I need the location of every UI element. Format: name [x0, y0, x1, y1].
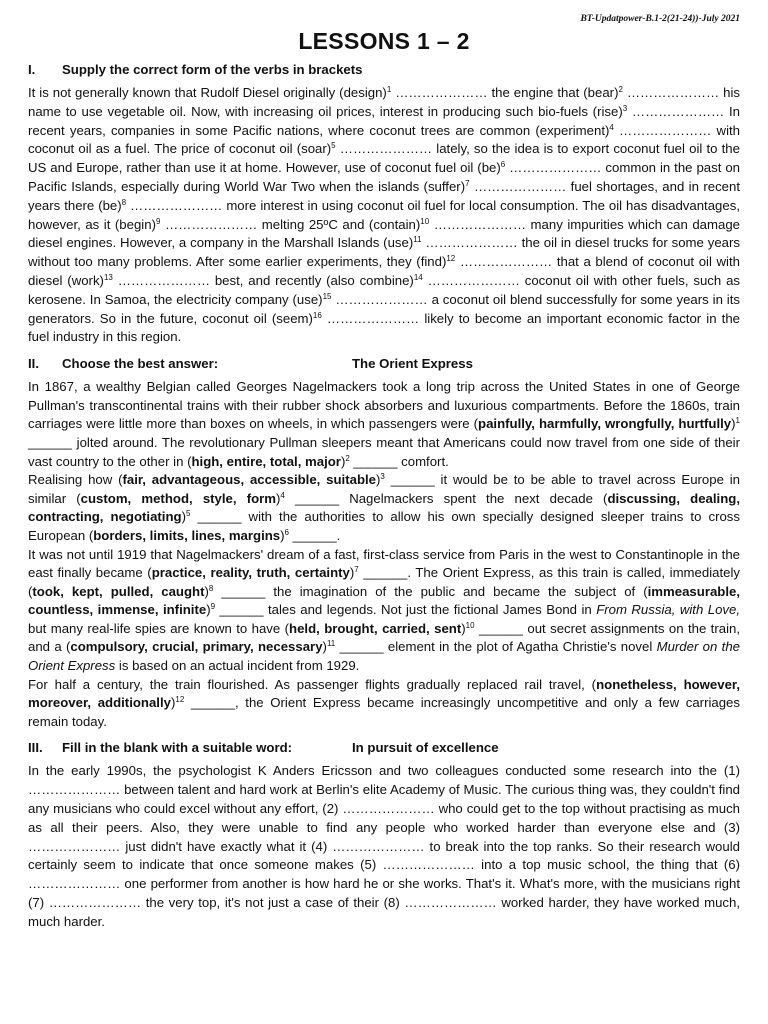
section-3-number: III. — [28, 740, 43, 756]
document-code: BT-Updatpower-B.1-2(21-24))-July 2021 — [580, 14, 740, 24]
section-1-number: I. — [28, 62, 36, 77]
section-2-paragraph-1: In 1867, a wealthy Belgian called Georges Nagelmackers took a long trip across the United States in one of George Pullman's transcontinental trains with their rubber shock absorbers and luxurious compartments. Before the 1860s, train carriages were little more than boxes on wheels, in which passengers were (painfully, harmfully, wrongfully, hurtfully)$^1$ ______ jolted around. The revolutionary Pullman sleepers meant that Americans could now travel from one side of their vast country to the other in (high, entire, total, major)$^2$ ______ comfort. — [28, 379, 740, 469]
section-1-instruction: Supply the correct form of the verbs in brackets — [62, 62, 363, 77]
section-1-heading — [28, 61, 740, 78]
section-2-heading — [28, 355, 740, 372]
section-3-text: In the early 1990s, the psychologist K Anders Ericsson and two colleagues conducted some research into the (1) ………………… between talent and hard work at Berlin's elite Academy of Music. The curious thing was, they couldn't find any musicians who could excel without any effort, (2) ………………… who could get to the top without practising as much as all their peers. Also, they were unable to find any people who worked harder than everyone else and (3) ………………… just didn't have exactly what it (4) ………………… to break into the top ranks. So their research would certainly seem to indicate that once someone makes (5) ………………… into a top music school, the thing that (6) ………………… one performer from another is how hard he or she works. That's it. What's more, with the musicians right (7) ………………… the very top, it's not just a case of their (8) ………………… worked harder, they have worked much, much harder. — [28, 763, 740, 929]
section-2-title: The Orient Express — [352, 356, 473, 372]
section-2-paragraph-3: It was not until 1919 that Nagelmackers' dream of a fast, first-class service from Paris in the west to Constantinople in the east finally became (practice, reality, truth, certainty)$^7$ ______. The Orient Express, as this train is called, immediately (took, kept, pulled, caught)$^8$ ______ the imagination of the public and became the subject of (immeasurable, countless, immense, infinite)$^9$ ______ tales and legends. Not just the fictional James Bond in From Russia, with Love, but many real-life spies are known to have (held, brought, carried, sent)$^{10}$ ______ out secret assignments on the train, and a (compulsory, crucial, primary, necessary)$^{11}$ ______ element in the plot of Agatha Christie's novel Murder on the Orient Express is based on an actual incident from 1929. — [28, 546, 740, 674]
section-3-instruction: Fill in the blank with a suitable word: — [62, 740, 293, 756]
section-1-text: It is not generally known that Rudolf Diesel originally (design)$^1$ ………………… the engine that (bear)$^2$ ………………… his name to use vegetable oil. Now, with increasing oil prices, interest in producing such bio-fuels (rise)$^3$ ………………… In recent years, companies in some Pacific nations, where coconut trees are common (experiment)$^4$ ………………… with coconut oil as a fuel. The price of coconut oil (soar)$^5$ ………………… lately, so the idea is to export coconut fuel oil to the US and Europe, rather than use it at home. However, use of coconut fuel oil (be)$^6$ ………………… common in the past on Pacific Islands, especially during World War Two when the islands (suffer)$^7$ ………………… fuel shortages, and in recent years there (be)$^8$ ………………… more interest in using coconut oil fuel for local consumption. The oil has disadvantages, however, as it (begin)$^9$ ………………… melting 25ºC and (contain)$^{10}$ ………………… many impurities which can damage diesel engines. However, a company in the Marshall Islands (use)$^{11}$ ………………… the oil in diesel trucks for some years without too many problems. After some earlier experiments, they (find)$^{12}$ ………………… that a blend of coconut oil with diesel (work)$^{13}$ ………………… best, and recently (also combine)$^{14}$ ………………… coconut oil with other fuels, such as kerosene. In Samoa, the electricity company (use)$^{15}$ ………………… a coconut oil blend successfully for some years in its generators. So in the future, coconut oil (seem)$^{16}$ ………………… likely to become an important economic factor in the fuel industry in this region. — [28, 85, 741, 345]
section-3-title: In pursuit of excellence — [352, 740, 499, 756]
section-2-number: II. — [28, 356, 39, 372]
section-2-paragraph-2: Realising how (fair, advantageous, accessible, suitable)$^3$ ______ it would be to be able to travel across Europe in similar (custom, method, style, form)$^4$ ______ Nagelmackers spent the next decade (discussing, dealing, contracting, negotiating)$^5$ ______ with the authorities to allow his own specially designed sleeper trains to cross European (borders, limits, lines, margins)$^6$ ______. — [28, 472, 741, 543]
section-3-heading — [28, 739, 740, 756]
section-2-instruction: Choose the best answer: — [62, 356, 219, 372]
page-title: LESSONS 1 – 2 — [298, 28, 470, 54]
section-2-paragraph-4: For half a century, the train flourished. As passenger flights gradually replaced rail travel, (nonetheless, however, moreover, additionally)$^{12}$ ______, the Orient Express became increasingly uncompetitive and only a few carriages remain today. — [28, 676, 741, 729]
